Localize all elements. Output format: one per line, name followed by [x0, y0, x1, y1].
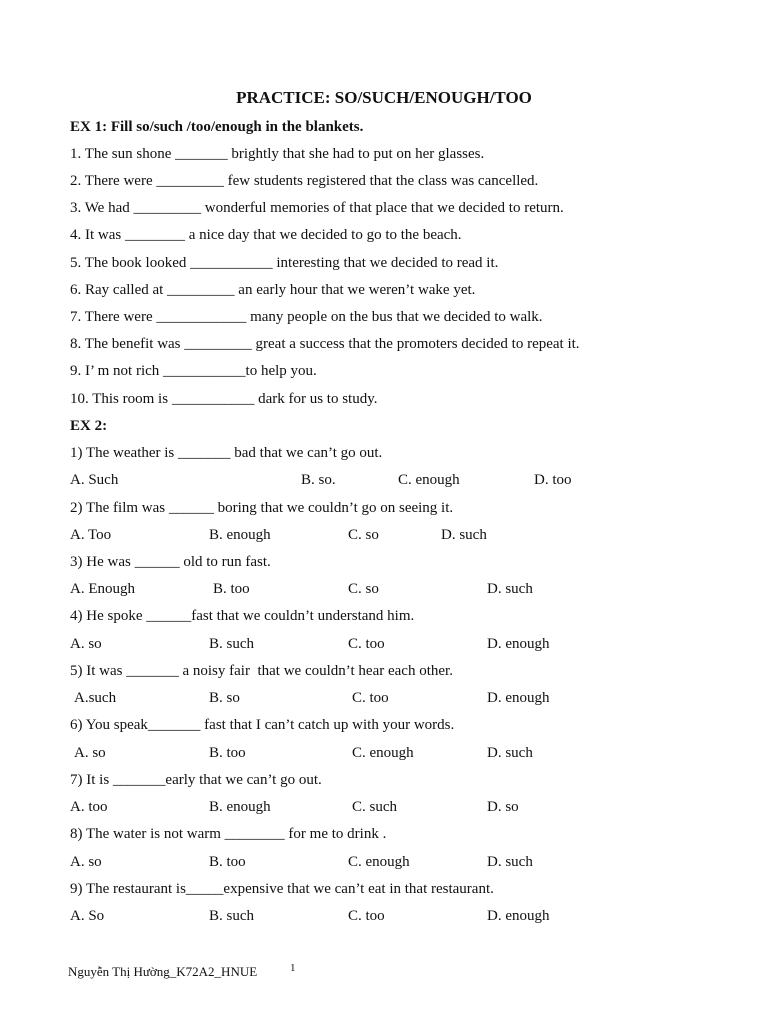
option-b: B. enough — [209, 527, 271, 543]
option-a: A. Enough — [70, 581, 135, 597]
option-c: C. enough — [352, 745, 414, 761]
ex2-heading: EX 2: — [70, 418, 108, 434]
option-c: C. too — [348, 636, 385, 652]
option-b: B. so. — [301, 472, 336, 488]
option-d: D. so — [487, 799, 519, 815]
ex2-question: 4) He spoke ______fast that we couldn’t understand him. — [70, 608, 415, 624]
option-d: D. enough — [487, 690, 550, 706]
ex2-question: 2) The film was ______ boring that we couldn’t go on seeing it. — [70, 500, 454, 516]
ex2-question: 3) He was ______ old to run fast. — [70, 554, 271, 570]
option-b: B. too — [209, 745, 246, 761]
option-c: C. enough — [398, 472, 460, 488]
ex1-item: 7. There were ____________ many people on the bus that we decided to walk. — [70, 309, 543, 325]
option-b: B. so — [209, 690, 240, 706]
page-title: PRACTICE: SO/SUCH/ENOUGH/TOO — [236, 88, 532, 107]
ex1-item: 10. This room is ___________ dark for us to study. — [70, 391, 378, 407]
ex1-item: 3. We had _________ wonderful memories of that place that we decided to return. — [70, 200, 564, 216]
option-d: D. such — [487, 854, 533, 870]
ex1-item: 2. There were _________ few students registered that the class was cancelled. — [70, 173, 539, 189]
option-d: D. too — [534, 472, 572, 488]
ex1-item: 1. The sun shone _______ brightly that she had to put on her glasses. — [70, 146, 485, 162]
option-b: B. such — [209, 636, 254, 652]
option-a: A. Too — [70, 527, 112, 543]
option-a: A. too — [70, 799, 108, 815]
ex2-question: 5) It was _______ a noisy fair that we couldn’t hear each other. — [70, 663, 453, 679]
ex1-heading: EX 1: Fill so/such /too/enough in the blankets. — [70, 119, 364, 135]
option-a: A. so — [74, 745, 106, 761]
option-d: D. enough — [487, 636, 550, 652]
option-d: D. enough — [487, 908, 550, 924]
footer-author: Nguyễn Thị Hường_K72A2_HNUE — [68, 964, 258, 979]
ex2-question: 1) The weather is _______ bad that we can’t go out. — [70, 445, 383, 461]
option-b: B. too — [213, 581, 250, 597]
option-b: B. too — [209, 854, 246, 870]
option-c: C. too — [348, 908, 385, 924]
option-a: A. So — [70, 908, 105, 924]
ex2-question: 7) It is _______early that we can’t go out. — [70, 772, 322, 788]
option-a: A. so — [70, 854, 102, 870]
option-d: D. such — [487, 581, 533, 597]
option-d: D. such — [441, 527, 487, 543]
option-c: C. too — [352, 690, 389, 706]
option-a: A. Such — [70, 472, 119, 488]
ex1-item: 4. It was ________ a nice day that we decided to go to the beach. — [70, 227, 462, 243]
option-c: C. so — [348, 527, 379, 543]
ex1-item: 8. The benefit was _________ great a success that the promoters decided to repeat it. — [70, 336, 580, 352]
option-a: A.such — [74, 690, 117, 706]
ex1-item: 5. The book looked ___________ interesting that we decided to read it. — [70, 255, 499, 271]
option-a: A. so — [70, 636, 102, 652]
option-c: C. such — [352, 799, 397, 815]
ex2-question: 6) You speak_______ fast that I can’t catch up with your words. — [70, 717, 455, 733]
option-c: C. enough — [348, 854, 410, 870]
page-number: 1 — [290, 962, 296, 974]
ex1-item: 6. Ray called at _________ an early hour that we weren’t wake yet. — [70, 282, 476, 298]
ex2-question: 8) The water is not warm ________ for me to drink . — [70, 826, 387, 842]
option-b: B. enough — [209, 799, 271, 815]
option-c: C. so — [348, 581, 379, 597]
option-d: D. such — [487, 745, 533, 761]
ex2-question: 9) The restaurant is_____expensive that we can’t eat in that restaurant. — [70, 881, 494, 897]
option-b: B. such — [209, 908, 254, 924]
ex1-item: 9. I’ m not rich ___________to help you. — [70, 363, 317, 379]
